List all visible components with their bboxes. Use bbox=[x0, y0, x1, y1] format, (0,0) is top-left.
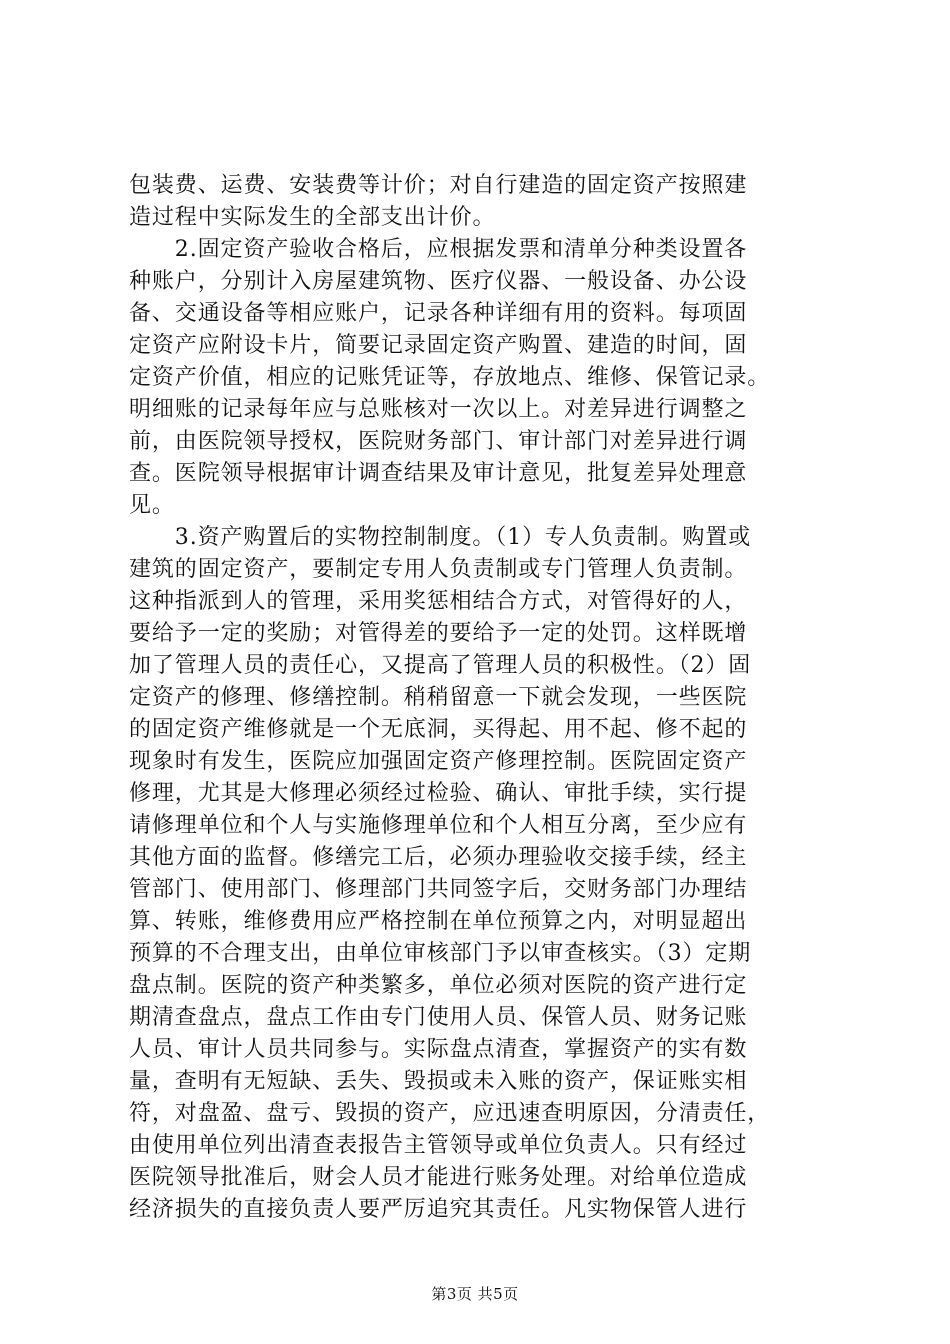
text-line: 符，对盘盈、盘亏、毁损的资产，应迅速查明原因，分清责任， bbox=[129, 1101, 771, 1126]
text-line: 造过程中实际发生的全部支出计价。 bbox=[129, 205, 496, 230]
text-line: 期清查盘点，盘点工作由专门使用人员、保管人员、财务记账 bbox=[129, 1005, 748, 1030]
text-line: 量，查明有无短缺、丢失、毁损或未入账的资产，保证账实相 bbox=[129, 1069, 748, 1094]
text-line: 这种指派到人的管理，采用奖惩相结合方式，对管得好的人， bbox=[129, 589, 748, 614]
text-line: 请修理单位和个人与实施修理单位和个人相互分离，至少应有 bbox=[129, 813, 748, 838]
text-line: 见。 bbox=[129, 493, 175, 518]
text-line: 备、交通设备等相应账户，记录各种详细有用的资料。每项固 bbox=[129, 301, 748, 326]
text-line: 人员、审计人员共同参与。实际盘点清查，掌握资产的实有数 bbox=[129, 1037, 748, 1062]
text-line: 前，由医院领导授权，医院财务部门、审计部门对差异进行调 bbox=[129, 429, 748, 454]
text-line: 定资产应附设卡片，简要记录固定资产购置、建造的时间，固 bbox=[129, 333, 748, 358]
text-line: 盘点制。医院的资产种类繁多，单位必须对医院的资产进行定 bbox=[129, 973, 748, 998]
text-line: 加了管理人员的责任心，又提高了管理人员的积极性。（2）固 bbox=[129, 653, 752, 678]
text-line: 管部门、使用部门、修理部门共同签字后，交财务部门办理结 bbox=[129, 877, 748, 902]
text-line: 经济损失的直接负责人要严厉追究其责任。凡实物保管人进行 bbox=[129, 1197, 748, 1222]
text-line: 2.固定资产验收合格后，应根据发票和清单分种类设置各 bbox=[129, 237, 748, 262]
text-line: 明细账的记录每年应与总账核对一次以上。对差异进行调整之 bbox=[129, 397, 748, 422]
text-line: 现象时有发生，医院应加强固定资产修理控制。医院固定资产 bbox=[129, 749, 748, 774]
text-line: 种账户，分别计入房屋建筑物、医疗仪器、一般设备、办公设 bbox=[129, 269, 748, 294]
text-line: 预算的不合理支出，由单位审核部门予以审查核实。（3）定期 bbox=[129, 941, 752, 966]
text-line: 其他方面的监督。修缮完工后，必须办理验收交接手续，经主 bbox=[129, 845, 748, 870]
text-line: 的固定资产维修就是一个无底洞，买得起、用不起、修不起的 bbox=[129, 717, 748, 742]
text-line: 建筑的固定资产，要制定专用人负责制或专门管理人负责制。 bbox=[129, 557, 748, 582]
text-line: 3.资产购置后的实物控制制度。（1）专人负责制。购置或 bbox=[129, 525, 752, 550]
text-line: 定资产价值，相应的记账凭证等，存放地点、维修、保管记录。 bbox=[129, 365, 771, 390]
text-line: 医院领导批准后，财会人员才能进行账务处理。对给单位造成 bbox=[129, 1165, 748, 1190]
text-line: 包装费、运费、安装费等计价；对自行建造的固定资产按照建 bbox=[129, 173, 748, 198]
text-line: 算、转账，维修费用应严格控制在单位预算之内，对明显超出 bbox=[129, 909, 748, 934]
text-line: 定资产的修理、修缮控制。稍稍留意一下就会发现，一些医院 bbox=[129, 685, 748, 710]
page-number-footer: 第3页 共5页 bbox=[431, 1285, 519, 1303]
body-text bbox=[129, 170, 841, 1226]
text-line: 查。医院领导根据审计调查结果及审计意见，批复差异处理意 bbox=[129, 461, 748, 486]
text-line: 由使用单位列出清查表报告主管领导或单位负责人。只有经过 bbox=[129, 1133, 748, 1158]
text-line: 要给予一定的奖励；对管得差的要给予一定的处罚。这样既增 bbox=[129, 621, 748, 646]
text-line: 修理，尤其是大修理必须经过检验、确认、审批手续，实行提 bbox=[129, 781, 748, 806]
